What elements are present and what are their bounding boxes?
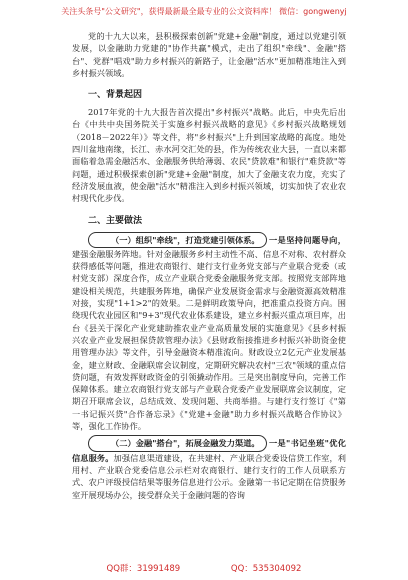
subheading-1-lead: 一是坚持问题导向， xyxy=(268,234,346,245)
subheading-1: （一）组织"牵线"，打造党建引领体系。 xyxy=(88,232,267,248)
footer-qq-group: QQ群：31991489 xyxy=(106,564,181,574)
section-1-text: 建强金融服务阵地。针对金融服务乡村主动性不高、信息不对称、农村群众获得感低等问题，推进农商银行、建行支行业务党支部与产业联合党委（或村党支部）深度合作，成立产业联合党委金融服务党支部。按照党支部阵地建设相关规范，共建服务阵地，确保产业发展资金需求与金融资源高效精准对接，实现"1+1>2"的效果。二是鲜明政策导向，把准重点投资方向。围绕现代农业园区和"9+3"现代农业体系建设，建立乡村振兴重点项目库，出台《县关于深化产业党建助推农业产业高质量发展的实施意见》《县乡村振兴农业产业发展担保贷款管理办法》《县财政衔接推进乡村振兴补助资金使用管理办法》等文件，引导金融资本精准流向。财政设立2亿元产业发展基金，建立财政、金融联席会议制度，定期研究解决农村"三农"领域的重点信贷问题，有效发挥财政资金的引领撬动作用。三是突出制度导向，完善工作保障体系。建立农商银行党支部与产业联合党委产业发展联席会议制度，定期召开联席会议，总结成效、发现问题、共商举措。与建行支行签订《"第一书记振兴贷"合作备忘录》《"党建+金融"助力乡村振兴战略合作协议》等，强化工作协作。 xyxy=(72,248,346,432)
intro-paragraph: 党的十九大以来，县积极探索创新"党建+金融"制度，通过以党建引领发展，以金融助力党建的"协作共赢"模式，走出了组织"牵线"、金融"搭台"、党群"唱戏"助力乡村振兴的新路子，让金融"活水"更加精准地注入到乡村振兴领域。 xyxy=(72,31,346,78)
heading-practices: 二、主要做法 xyxy=(88,215,143,226)
contact-footer xyxy=(0,562,408,574)
subheading-2-lead: 一是"书记坐班"优化信息服务。 xyxy=(72,438,346,463)
section-1-paragraph xyxy=(72,232,346,433)
subheading-2: （二）金融"搭台"，拓展金融发力渠道。 xyxy=(88,435,267,451)
section-2-text: 加强信息渠道建设，在共建村、产业联合党委设信贷工作室，利用村、产业联合党委信息公示栏对农商银行、建行支行的工作人员联系方式、农户评级授信结果等服务信息进行公示。金融第一书记定期在信贷服务室开展现场办公，接受群众关于金融问题的咨询 xyxy=(72,452,346,500)
promo-banner: 关注头条号"公文研究"，获得最新最全最专业的公文资料库！ 微信：gongwenyj xyxy=(61,7,347,16)
footer-qq: QQ：535304092 xyxy=(230,564,302,574)
background-paragraph: 2017年党的十九大报告首次提出"乡村振兴"战略。此后，中央先后出台《中共中央国务院关于实施乡村振兴战略的意见》《乡村振兴战略规划（2018－2022年）》等文件，将"乡村振兴"上升到国家战略的高度。地处四川盆地南缘，长江、赤水河交汇处的县，作为传统农业大县，一直以来都面临着急需金融活水、金融服务供给薄弱、农民"贷款难"和银行"难贷款"等问题，通过积极探索创新"党建+金融"制度，加大了金融支农力度，充实了经济发展血液，使金融"活水"精准注入到乡村振兴领域，切实加快了农业农村现代化步伐。 xyxy=(72,107,346,204)
document-body xyxy=(72,30,346,504)
heading-background: 一、背景起因 xyxy=(88,90,143,101)
section-2-paragraph xyxy=(72,435,346,500)
